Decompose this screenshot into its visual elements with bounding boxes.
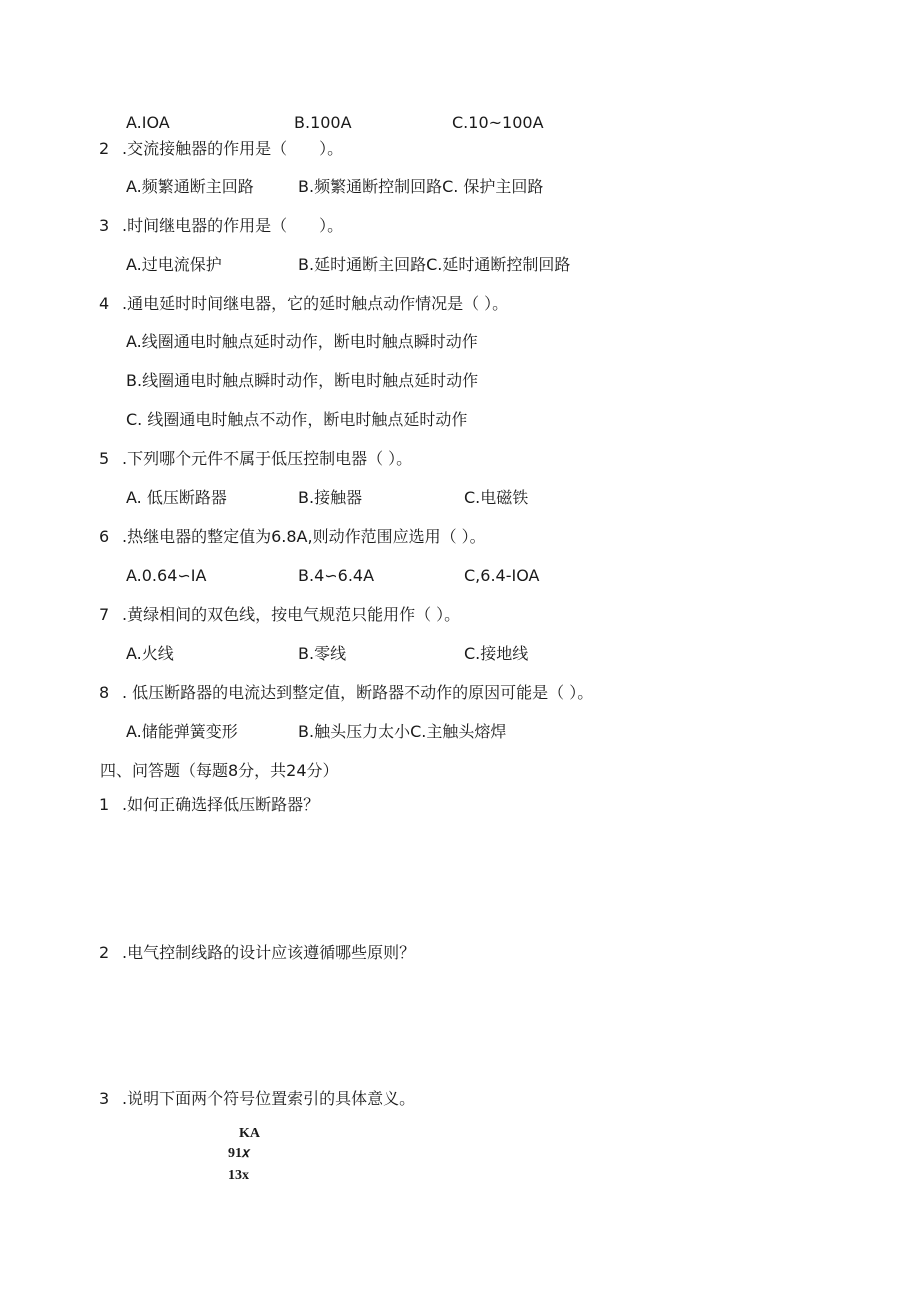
q3-option-bc: B.延时通断主回路C.延时通断控制回路 bbox=[298, 255, 571, 274]
question-text: .通电延时时间继电器，它的延时触点动作情况是（ ）。 bbox=[122, 294, 509, 313]
question-number: 5 bbox=[99, 449, 110, 468]
q3-option-a: A.过电流保护 bbox=[126, 255, 222, 274]
question-text: . 低压断路器的电流达到整定值，断路器不动作的原因可能是（ ）。 bbox=[122, 683, 594, 702]
question-text: .电气控制线路的设计应该遵循哪些原则？ bbox=[122, 943, 416, 962]
q7-option-c: C.接地线 bbox=[464, 644, 529, 663]
q6-option-b: B.4∽6.4A bbox=[298, 566, 375, 585]
q1-option-a: A.IOA bbox=[126, 113, 170, 132]
q7-option-a: A.火线 bbox=[126, 644, 174, 663]
q1-option-b: B.100A bbox=[294, 113, 352, 132]
question-number: 2 bbox=[99, 139, 110, 158]
question-text: .下列哪个元件不属于低压控制电器（ ）。 bbox=[122, 449, 413, 468]
question-number: 6 bbox=[99, 527, 110, 546]
q7-option-b: B.零线 bbox=[298, 644, 347, 663]
q8-option-bc: B.触头压力太小C.主触头熔焊 bbox=[298, 722, 507, 741]
question-text: .交流接触器的作用是（ ）。 bbox=[122, 139, 344, 158]
symbol-line-2: 13x bbox=[228, 1168, 249, 1183]
q4-option-b: B.线圈通电时触点瞬时动作，断电时触点延时动作 bbox=[126, 371, 479, 390]
question-number: 3 bbox=[99, 216, 110, 235]
question-number: 4 bbox=[99, 294, 110, 313]
q2-option-a: A.频繁通断主回路 bbox=[126, 177, 254, 196]
question-text: .说明下面两个符号位置索引的具体意义。 bbox=[122, 1089, 416, 1108]
q4-option-c: C. 线圈通电时触点不动作，断电时触点延时动作 bbox=[126, 410, 468, 429]
q5-option-b: B.接触器 bbox=[298, 488, 363, 507]
q6-option-c: C,6.4-IOA bbox=[464, 566, 540, 585]
symbol-label: KA bbox=[239, 1126, 260, 1141]
q5-option-c: C.电磁铁 bbox=[464, 488, 529, 507]
q2-option-bc: B.频繁通断控制回路C. 保护主回路 bbox=[298, 177, 544, 196]
q4-option-a: A.线圈通电时触点延时动作，断电时触点瞬时动作 bbox=[126, 332, 478, 351]
q8-option-a: A.储能弹簧变形 bbox=[126, 722, 238, 741]
symbol-line-1: 91𝑥 bbox=[228, 1146, 250, 1161]
question-text: .时间继电器的作用是（ ）。 bbox=[122, 216, 344, 235]
question-number: 8 bbox=[99, 683, 110, 702]
question-number: 3 bbox=[99, 1089, 110, 1108]
section-heading: 四、问答题（每题8分，共24分） bbox=[100, 761, 339, 780]
q1-option-c: C.10~100A bbox=[452, 113, 544, 132]
question-number: 7 bbox=[99, 605, 110, 624]
q5-option-a: A. 低压断路器 bbox=[126, 488, 227, 507]
question-text: .热继电器的整定值为6.8A,则动作范围应选用（ ）。 bbox=[122, 527, 486, 546]
q6-option-a: A.0.64∽IA bbox=[126, 566, 207, 585]
question-number: 1 bbox=[99, 795, 110, 814]
question-text: .如何正确选择低压断路器？ bbox=[122, 795, 320, 814]
question-number: 2 bbox=[99, 943, 110, 962]
question-text: .黄绿相间的双色线，按电气规范只能用作（ ）。 bbox=[122, 605, 461, 624]
